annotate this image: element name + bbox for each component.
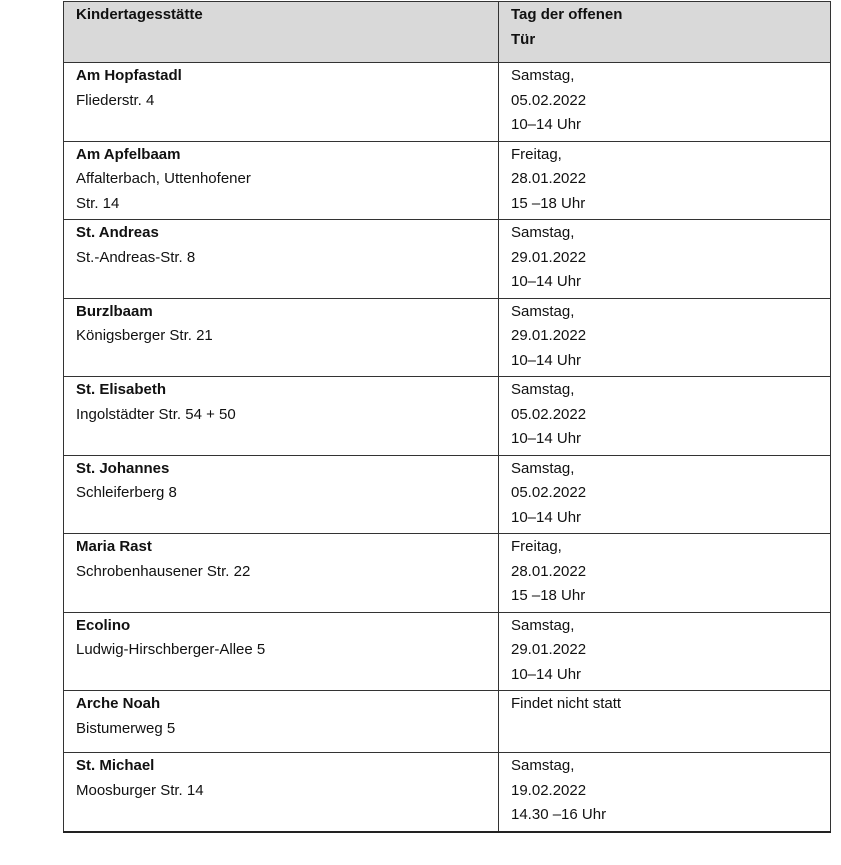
open-day-cell <box>499 612 831 691</box>
open-day-line: 15 –18 Uhr <box>511 194 586 212</box>
kita-name: Maria Rast <box>76 538 152 555</box>
open-day-line: Samstag, <box>511 302 575 320</box>
open-day-line: Samstag, <box>511 616 575 634</box>
table-row <box>64 455 831 534</box>
kita-address: St.-Andreas-Str. 8 <box>76 248 196 266</box>
kita-address: Str. 14 <box>76 194 120 212</box>
header-open-day <box>499 2 831 63</box>
table-row <box>64 220 831 299</box>
table-row <box>64 377 831 456</box>
kita-cell <box>64 141 499 220</box>
open-day-line: 10–14 Uhr <box>511 116 582 133</box>
table-row <box>64 298 831 377</box>
table-row <box>64 612 831 691</box>
open-day-line: Samstag, <box>511 459 575 477</box>
kita-cell <box>64 455 499 534</box>
open-day-line: 05.02.2022 <box>511 91 587 109</box>
kita-cell <box>64 753 499 832</box>
header-open-day-line1: Tag der offenen <box>511 6 623 23</box>
kita-address: Moosburger Str. 14 <box>76 781 204 799</box>
kita-cell <box>64 612 499 691</box>
kita-address: Affalterbach, Uttenhofener <box>76 170 251 187</box>
table-row <box>64 534 831 613</box>
open-day-line: Samstag, <box>511 757 575 774</box>
open-day-line: 10–14 Uhr <box>511 430 582 447</box>
open-day-line: 10–14 Uhr <box>511 273 582 290</box>
open-day-line: 19.02.2022 <box>511 781 587 799</box>
table-header-row <box>64 2 831 63</box>
open-day-line: 10–14 Uhr <box>511 665 582 683</box>
open-day-cell <box>499 220 831 299</box>
open-day-cell <box>499 63 831 142</box>
kita-name: Arche Noah <box>76 695 161 712</box>
open-day-line: 29.01.2022 <box>511 641 587 658</box>
kita-address: Schrobenhausener Str. 22 <box>76 562 251 580</box>
open-day-line: Findet nicht statt <box>511 695 622 712</box>
open-day-cell <box>499 298 831 377</box>
kita-name: St. Andreas <box>76 224 159 241</box>
open-day-table <box>63 1 831 833</box>
kita-name: St. Johannes <box>76 459 170 477</box>
kita-name: Am Hopfastadl <box>76 67 182 84</box>
open-day-line: 15 –18 Uhr <box>511 587 586 604</box>
open-day-cell <box>499 534 831 613</box>
kita-cell <box>64 298 499 377</box>
open-day-line: Samstag, <box>511 67 575 84</box>
open-day-line: 29.01.2022 <box>511 327 587 344</box>
kita-address: Königsberger Str. 21 <box>76 327 213 344</box>
open-day-line: 28.01.2022 <box>511 562 587 580</box>
kita-name: St. Elisabeth <box>76 381 167 398</box>
open-day-line: 28.01.2022 <box>511 170 587 187</box>
kita-name: Burzlbaam <box>76 302 153 320</box>
kita-address: Ingolstädter Str. 54 + 50 <box>76 405 236 423</box>
open-day-line: 14.30 –16 Uhr <box>511 806 607 823</box>
kita-address: Schleiferberg 8 <box>76 484 177 501</box>
open-day-line: 05.02.2022 <box>511 484 587 501</box>
open-day-cell <box>499 753 831 832</box>
kita-cell <box>64 377 499 456</box>
header-kita: Kindertagesstätte <box>64 2 499 63</box>
table-row <box>64 753 831 832</box>
kita-cell <box>64 63 499 142</box>
table-row <box>64 141 831 220</box>
kita-name: Ecolino <box>76 616 131 634</box>
table-row <box>64 63 831 142</box>
kita-cell <box>64 220 499 299</box>
kita-address: Ludwig-Hirschberger-Allee 5 <box>76 641 266 658</box>
open-day-line: 10–14 Uhr <box>511 351 582 369</box>
kita-name: St. Michael <box>76 757 155 774</box>
kita-name: Am Apfelbaam <box>76 145 181 163</box>
kita-address: Bistumerweg 5 <box>76 719 176 737</box>
open-day-cell <box>499 691 831 753</box>
open-day-cell <box>499 455 831 534</box>
open-day-line: Samstag, <box>511 224 575 241</box>
open-day-line: Freitag, <box>511 538 562 555</box>
kita-address: Fliederstr. 4 <box>76 91 155 109</box>
open-day-line: Freitag, <box>511 145 562 163</box>
open-day-cell <box>499 141 831 220</box>
kita-cell <box>64 691 499 753</box>
open-day-line: 29.01.2022 <box>511 248 587 266</box>
kita-cell <box>64 534 499 613</box>
table-row <box>64 691 831 753</box>
open-day-cell <box>499 377 831 456</box>
open-day-line: Samstag, <box>511 381 575 398</box>
open-day-line: 10–14 Uhr <box>511 508 582 526</box>
open-day-line: 05.02.2022 <box>511 405 587 423</box>
header-open-day-line2: Tür <box>511 30 536 48</box>
